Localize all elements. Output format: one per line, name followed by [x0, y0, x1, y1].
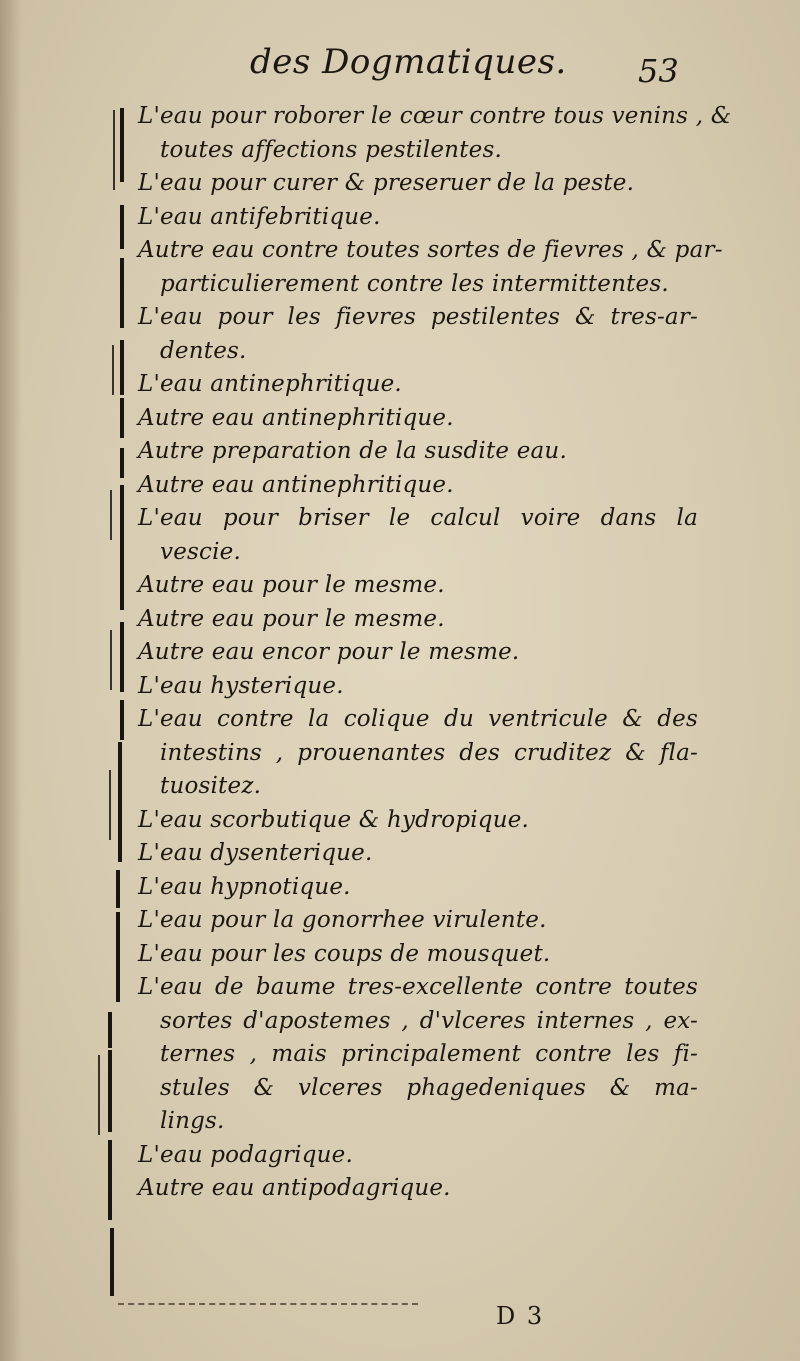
index-entry — [138, 100, 732, 167]
entry-line: stules & vlceres phagedeniques & ma- — [160, 1074, 698, 1101]
margin-rule — [120, 340, 124, 395]
margin-rule — [113, 110, 115, 190]
margin-rule — [118, 742, 122, 862]
entry-line: L'eau antinephritique. — [138, 371, 402, 397]
page-number: 53 — [638, 52, 679, 90]
margin-rule — [120, 108, 124, 182]
entry-line: L'eau pour curer & preseruer de la peste. — [138, 170, 635, 196]
entry-line: L'eau contre la colique du ventricule & des — [138, 706, 698, 732]
recipe-index-list — [138, 100, 732, 1206]
index-entry — [138, 1172, 698, 1206]
entry-line: L'eau antifebritique. — [138, 203, 381, 230]
entry-line: Autre eau encor pour le mesme. — [138, 639, 520, 665]
margin-rule — [116, 870, 120, 908]
entry-line: tuositez. — [160, 773, 262, 799]
index-entry — [138, 904, 698, 938]
margin-rule — [120, 540, 124, 610]
index-entry — [138, 301, 698, 368]
margin-rule — [109, 770, 111, 840]
index-entry — [138, 670, 698, 704]
entry-line: Autre eau pour le mesme. — [138, 572, 445, 598]
entry-line: lings. — [160, 1108, 225, 1134]
entry-line: dentes. — [160, 337, 247, 364]
index-entry — [138, 636, 698, 670]
entry-line: Autre eau antinephritique. — [138, 471, 454, 498]
index-entry — [138, 469, 698, 503]
margin-rule — [120, 398, 124, 438]
index-entry — [138, 804, 698, 838]
margin-rule — [120, 448, 124, 478]
margin-rule — [116, 912, 120, 1002]
entry-line: Autre eau antipodagrique. — [138, 1175, 451, 1201]
entry-line: Autre preparation de la susdite eau. — [138, 438, 567, 464]
margin-rule — [112, 345, 114, 395]
entry-line: sortes d'apostemes , d'vlceres internes , ex- — [160, 1007, 698, 1034]
margin-rule — [108, 1140, 112, 1220]
index-entry — [138, 871, 698, 905]
entry-line: L'eau pour les coups de mousquet. — [138, 940, 551, 967]
entry-line: Autre eau antinephritique. — [138, 404, 454, 431]
index-entry — [138, 234, 723, 301]
entry-line: L'eau dysenterique. — [138, 840, 373, 866]
index-entry — [138, 1139, 698, 1173]
entry-line: particulierement contre les intermittentes. — [160, 270, 669, 297]
index-entry — [138, 201, 698, 235]
entry-line: ternes , mais principalement contre les fi- — [160, 1041, 698, 1067]
entry-line: L'eau hypnotique. — [138, 873, 351, 900]
page-gutter-shadow — [0, 0, 22, 1361]
index-entry — [138, 435, 698, 469]
margin-rule — [120, 622, 124, 692]
entry-line: L'eau pour les fievres pestilentes & tres-ar- — [138, 304, 698, 330]
entry-line: L'eau scorbutique & hydropique. — [138, 806, 530, 833]
margin-rule — [108, 1012, 112, 1048]
index-entry — [138, 837, 698, 871]
margin-rule — [120, 205, 124, 249]
footer-rule — [118, 1303, 418, 1305]
margin-rule — [108, 1050, 112, 1132]
margin-rule — [120, 258, 124, 328]
margin-rule — [110, 1228, 114, 1296]
margin-rule — [120, 700, 124, 740]
index-entry — [138, 569, 698, 603]
running-title: des Dogmatiques. — [250, 42, 567, 82]
entry-line: intestins , prouenantes des cruditez & fla- — [160, 739, 698, 766]
index-entry — [138, 971, 698, 1139]
index-entry — [138, 938, 698, 972]
margin-rule — [98, 1055, 100, 1135]
entry-line: toutes affections pestilentes. — [160, 136, 502, 163]
index-entry — [138, 368, 698, 402]
entry-line: vescie. — [160, 538, 241, 565]
entry-line: L'eau pour briser le calcul voire dans la — [138, 505, 698, 531]
entry-line: L'eau podagrique. — [138, 1141, 353, 1168]
index-entry — [138, 167, 698, 201]
signature-mark: D 3 — [496, 1302, 545, 1330]
margin-rule — [110, 630, 112, 690]
index-entry — [138, 502, 698, 569]
margin-rule — [110, 490, 112, 540]
entry-line: L'eau hysterique. — [138, 672, 344, 699]
index-entry — [138, 603, 698, 637]
entry-line: L'eau pour roborer le cœur contre tous venins , & — [138, 103, 732, 129]
index-entry — [138, 402, 698, 436]
entry-line: L'eau pour la gonorrhee virulente. — [138, 907, 547, 933]
entry-line: L'eau de baume tres-excellente contre toutes — [138, 974, 698, 1000]
index-entry — [138, 703, 698, 804]
entry-line: Autre eau pour le mesme. — [138, 605, 445, 632]
entry-line: Autre eau contre toutes sortes de fievres , & par- — [138, 237, 723, 263]
